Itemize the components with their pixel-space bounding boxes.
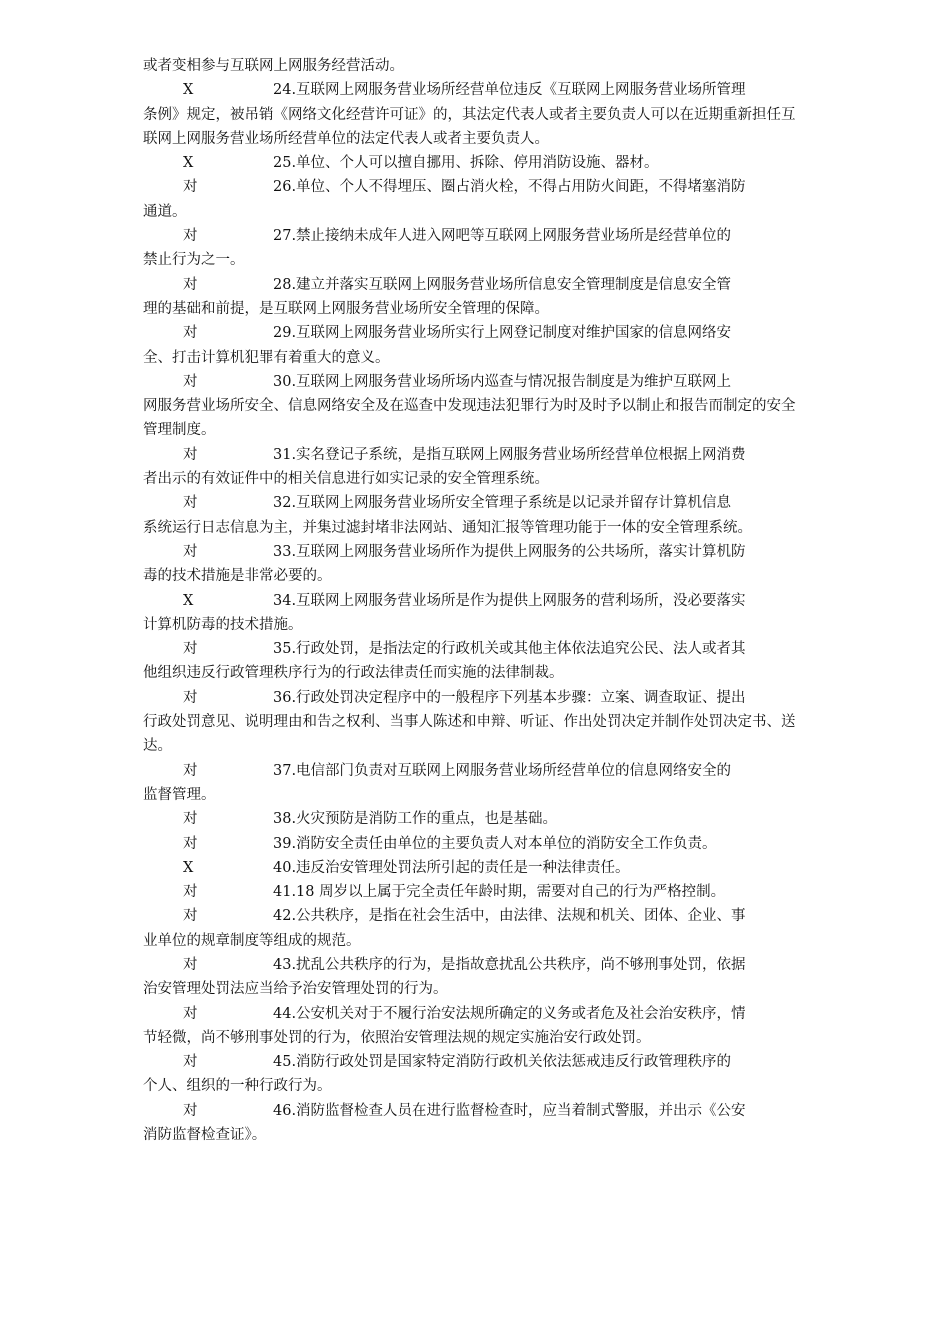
answer-mark: X: [183, 592, 194, 609]
question-text: 34.互联网上网服务营业场所是作为提供上网服务的营利场所，没必要落实: [273, 592, 746, 609]
question-first-line: [143, 1099, 808, 1123]
question-continuation: 消防监督检查证》。: [143, 1127, 267, 1144]
question-item: [143, 175, 808, 224]
answer-mark: 对: [183, 1102, 198, 1119]
question-text: 35.行政处罚，是指法定的行政机关或其他主体依法追究公民、法人或者其: [273, 641, 746, 658]
question-item: [143, 78, 808, 151]
answer-mark: 对: [183, 373, 198, 390]
question-text: 40.违反治安管理处罚法所引起的责任是一种法律责任。: [273, 859, 630, 876]
question-continuation: 行政处罚意见、说明理由和告之权利、当事人陈述和申辩、听证、作出处罚决定并制作处罚决定书、送达。: [143, 714, 796, 755]
answer-mark: 对: [183, 179, 198, 196]
question-text: 38.火灾预防是消防工作的重点，也是基础。: [273, 811, 558, 828]
question-item: [143, 904, 808, 953]
question-text: 44.公安机关对于不履行治安法规所确定的义务或者危及社会治安秩序，情: [273, 1005, 746, 1022]
question-continuation: 者出示的有效证件中的相关信息进行如实记录的安全管理系统。: [143, 471, 549, 488]
answer-mark: 对: [183, 1005, 198, 1022]
question-first-line: [143, 589, 808, 613]
answer-mark: 对: [183, 325, 198, 342]
question-text: 46.消防监督检查人员在进行监督检查时，应当着制式警服，并出示《公安: [273, 1102, 746, 1119]
question-continuation: 节轻微，尚不够刑事处罚的行为，依照治安管理法规的规定实施治安行政处罚。: [143, 1029, 651, 1046]
question-continuation: 计算机防毒的技术措施。: [143, 616, 303, 633]
question-text: 39.消防安全责任由单位的主要负责人对本单位的消防安全工作负责。: [273, 835, 717, 852]
answer-mark: 对: [183, 228, 198, 245]
question-text: 29.互联网上网服务营业场所实行上网登记制度对维护国家的信息网络安: [273, 325, 732, 342]
question-text: 32.互联网上网服务营业场所安全管理子系统是以记录并留存计算机信息: [273, 495, 732, 512]
question-item: [143, 151, 808, 175]
answer-mark: 对: [183, 835, 198, 852]
question-item: [143, 832, 808, 856]
question-item: [143, 637, 808, 686]
question-continuation: 理的基础和前提，是互联网上网服务营业场所安全管理的保障。: [143, 300, 549, 317]
question-continuation: 监督管理。: [143, 786, 216, 803]
question-first-line: [143, 224, 808, 248]
answer-mark: 对: [183, 495, 198, 512]
question-first-line: [143, 637, 808, 661]
intro-text: 或者变相参与互联网上网服务经营活动。: [143, 58, 404, 74]
answer-mark: 对: [183, 446, 198, 463]
question-first-line: [143, 175, 808, 199]
question-first-line: [143, 540, 808, 564]
question-item: [143, 491, 808, 540]
question-continuation: 全、打击计算机犯罪有着重大的意义。: [143, 349, 390, 366]
answer-mark: 对: [183, 908, 198, 925]
question-text: 31.实名登记子系统，是指互联网上网服务营业场所经营单位根据上网消费: [273, 446, 746, 463]
question-text: 25.单位、个人可以擅自挪用、拆除、停用消防设施、器材。: [273, 155, 659, 172]
question-text: 36.行政处罚决定程序中的一般程序下列基本步骤：立案、调查取证、提出: [273, 689, 746, 706]
answer-mark: 对: [183, 276, 198, 293]
question-text: 30.互联网上网服务营业场所场内巡查与情况报告制度是为维护互联网上: [273, 373, 732, 390]
question-continuation: 系统运行日志信息为主，并集过滤封堵非法网站、通知汇报等管理功能于一体的安全管理系统。: [143, 519, 752, 536]
question-first-line: [143, 151, 808, 175]
question-first-line: [143, 1002, 808, 1026]
question-item: [143, 759, 808, 808]
question-first-line: [143, 807, 808, 831]
question-item: [143, 443, 808, 492]
question-text: 43.扰乱公共秩序的行为，是指故意扰乱公共秩序，尚不够刑事处罚，依据: [273, 956, 746, 973]
answer-mark: 对: [183, 641, 198, 658]
question-first-line: [143, 686, 808, 710]
question-continuation: 禁止行为之一。: [143, 252, 245, 269]
question-item: [143, 686, 808, 759]
document-body: [143, 54, 808, 1147]
answer-mark: 对: [183, 884, 198, 901]
question-item: [143, 273, 808, 322]
question-text: 41.18 周岁以上属于完全责任年龄时期，需要对自己的行为严格控制。: [273, 884, 726, 901]
question-item: [143, 589, 808, 638]
question-item: [143, 953, 808, 1002]
question-first-line: [143, 1050, 808, 1074]
question-first-line: [143, 832, 808, 856]
question-item: [143, 1050, 808, 1099]
question-first-line: [143, 856, 808, 880]
question-item: [143, 321, 808, 370]
answer-mark: X: [183, 82, 194, 99]
question-text: 28.建立并落实互联网上网服务营业场所信息安全管理制度是信息安全管: [273, 276, 732, 293]
answer-mark: 对: [183, 762, 198, 779]
question-item: [143, 370, 808, 443]
question-text: 37.电信部门负责对互联网上网服务营业场所经营单位的信息网络安全的: [273, 762, 732, 779]
question-item: [143, 856, 808, 880]
question-list: [143, 78, 808, 1147]
question-item: [143, 224, 808, 273]
question-first-line: [143, 443, 808, 467]
question-continuation: 他组织违反行政管理秩序行为的行政法律责任而实施的法律制裁。: [143, 665, 564, 682]
question-continuation: 毒的技术措施是非常必要的。: [143, 568, 332, 585]
question-item: [143, 1002, 808, 1051]
answer-mark: 对: [183, 689, 198, 706]
question-text: 24.互联网上网服务营业场所经营单位违反《互联网上网服务营业场所管理: [273, 82, 746, 99]
question-text: 26.单位、个人不得埋压、圈占消火栓，不得占用防火间距，不得堵塞消防: [273, 179, 746, 196]
question-first-line: [143, 321, 808, 345]
question-continuation: 个人、组织的一种行政行为。: [143, 1078, 332, 1095]
question-item: [143, 880, 808, 904]
question-text: 42.公共秩序，是指在社会生活中，由法律、法规和机关、团体、企业、事: [273, 908, 746, 925]
question-item: [143, 540, 808, 589]
question-item: [143, 1099, 808, 1148]
question-continuation: 网服务营业场所安全、信息网络安全及在巡查中发现违法犯罪行为时及时予以制止和报告而制定的安全管理制度。: [143, 398, 796, 439]
question-first-line: [143, 491, 808, 515]
answer-mark: 对: [183, 543, 198, 560]
answer-mark: X: [183, 155, 194, 172]
question-continuation: 业单位的规章制度等组成的规范。: [143, 932, 361, 949]
question-first-line: [143, 273, 808, 297]
answer-mark: 对: [183, 811, 198, 828]
question-continuation: 治安管理处罚法应当给予治安管理处罚的行为。: [143, 981, 448, 998]
question-continuation: 通道。: [143, 203, 187, 220]
question-first-line: [143, 904, 808, 928]
question-text: 45.消防行政处罚是国家特定消防行政机关依法惩戒违反行政管理秩序的: [273, 1054, 732, 1071]
question-text: 33.互联网上网服务营业场所作为提供上网服务的公共场所，落实计算机防: [273, 543, 746, 560]
question-text: 27.禁止接纳未成年人进入网吧等互联网上网服务营业场所是经营单位的: [273, 228, 732, 245]
question-first-line: [143, 953, 808, 977]
question-first-line: [143, 880, 808, 904]
answer-mark: 对: [183, 956, 198, 973]
question-continuation: 条例》规定，被吊销《网络文化经营许可证》的，其法定代表人或者主要负责人可以在近期重新担任互联网上网服务营业场所经营单位的法定代表人或者主要负责人。: [143, 106, 796, 147]
question-item: [143, 807, 808, 831]
answer-mark: X: [183, 859, 194, 876]
question-first-line: [143, 370, 808, 394]
question-first-line: [143, 78, 808, 102]
answer-mark: 对: [183, 1054, 198, 1071]
question-first-line: [143, 759, 808, 783]
